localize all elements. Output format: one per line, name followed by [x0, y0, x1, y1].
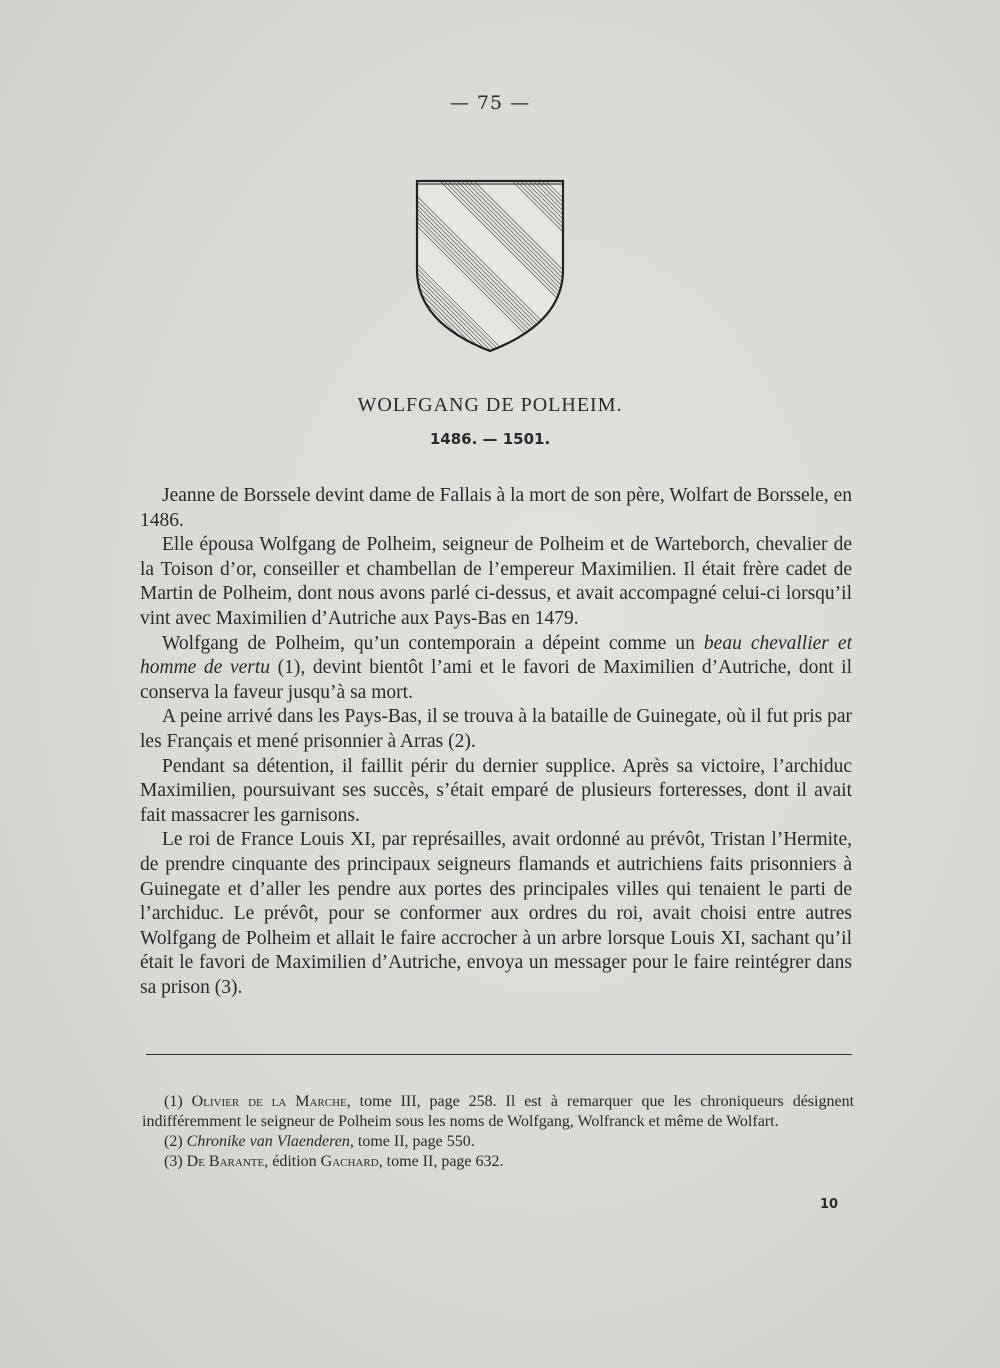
footnote-1-text: , tome III, page 258. Il est à remarquer que les chroniqueurs désignent indifféremment le seigneur de Polheim sous les noms de Wolfgang, Wolfranck et même de Wolfart. — [142, 1093, 855, 1130]
body-text — [140, 484, 852, 1000]
footnotes — [142, 1092, 854, 1172]
paragraph-3-start: Wolfgang de Polheim, qu’un contemporain a dépeint comme un — [162, 632, 704, 654]
paragraph-4: A peine arrivé dans les Pays-Bas, il se trouva à la bataille de Guinegate, où il fut pris par les Français et mené prisonnier à Arras (2). — [140, 706, 852, 752]
section-title: WOLFGANG DE POLHEIM. — [357, 394, 623, 416]
footnote-2-work: Chronike van Vlaenderen — [186, 1133, 350, 1150]
page-number: — 75 — — [449, 92, 531, 114]
footnote-2-mark: (2) — [164, 1133, 183, 1150]
footnote-3-editor: Gachard — [320, 1153, 379, 1170]
section-dates: 1486. — 1501. — [429, 430, 551, 448]
footnote-divider — [146, 1054, 852, 1055]
paragraph-6: Le roi de France Louis XI, par représailles, avait ordonné au prévôt, Tristan l’Hermite, de prendre cinquante des principaux seigneurs flamands et autrichiens faits prisonniers à Guinegate et d’aller les pendre aux portes des principales villes qui tenaient le parti de l’archiduc. Le prévôt, pour se conformer aux ordres du roi, avait choisi entre autres Wolfgang de Polheim et allait le faire accrocher à un arbre lorsque Louis XI, sachant qu’il était le favori de Maximilien d’Autriche, envoya un messager pour le faire reintégrer dans sa prison (3). — [140, 829, 852, 998]
footnote-2 — [142, 1132, 854, 1152]
paragraph-3 — [140, 632, 852, 706]
printer-signature: 10 — [820, 1197, 839, 1212]
footnote-2-text: , tome II, page 550. — [349, 1133, 475, 1150]
paragraph-5: Pendant sa détention, il faillit périr du dernier supplice. Après sa victoire, l’archiduc Maximilien, poursuivant ses succès, s’était emparé de plusieurs forteresses, dont il avait fait massacrer les garnisons. — [140, 755, 852, 826]
footnote-3-author: De Barante — [186, 1153, 265, 1170]
paragraph-1: Jeanne de Borssele devint dame de Fallais à la mort de son père, Wolfart de Borssele, en 1486. — [140, 485, 852, 531]
coat-of-arms-shield — [414, 178, 566, 354]
footnote-3-mid: , édition — [264, 1153, 321, 1170]
footnote-3 — [142, 1152, 854, 1172]
footnote-1 — [142, 1092, 854, 1132]
footnote-3-text: , tome II, page 632. — [378, 1153, 504, 1170]
paragraph-2: Elle épousa Wolfgang de Polheim, seigneur de Polheim et de Warteborch, chevalier de la Toison d’or, conseiller et chambellan de l’empereur Maximilien. Il était frère cadet de Martin de Polheim, dont nous avons parlé ci-dessus, et avait accompagné celui-ci lorsqu’il vint avec Maximilien d’Autriche aux Pays-Bas en 1479. — [140, 534, 852, 629]
paragraph-3-quote: beau chevallier et homme de vertu — [140, 632, 852, 679]
footnote-3-mark: (3) — [164, 1153, 183, 1170]
footnote-1-mark: (1) — [164, 1093, 183, 1110]
paragraph-3-end: (1), devint bientôt l’ami et le favori de Maximilien d’Autriche, dont il conserva la faveur jusqu’à sa mort. — [140, 657, 853, 703]
footnote-1-author: Olivier de la Marche — [191, 1093, 347, 1110]
